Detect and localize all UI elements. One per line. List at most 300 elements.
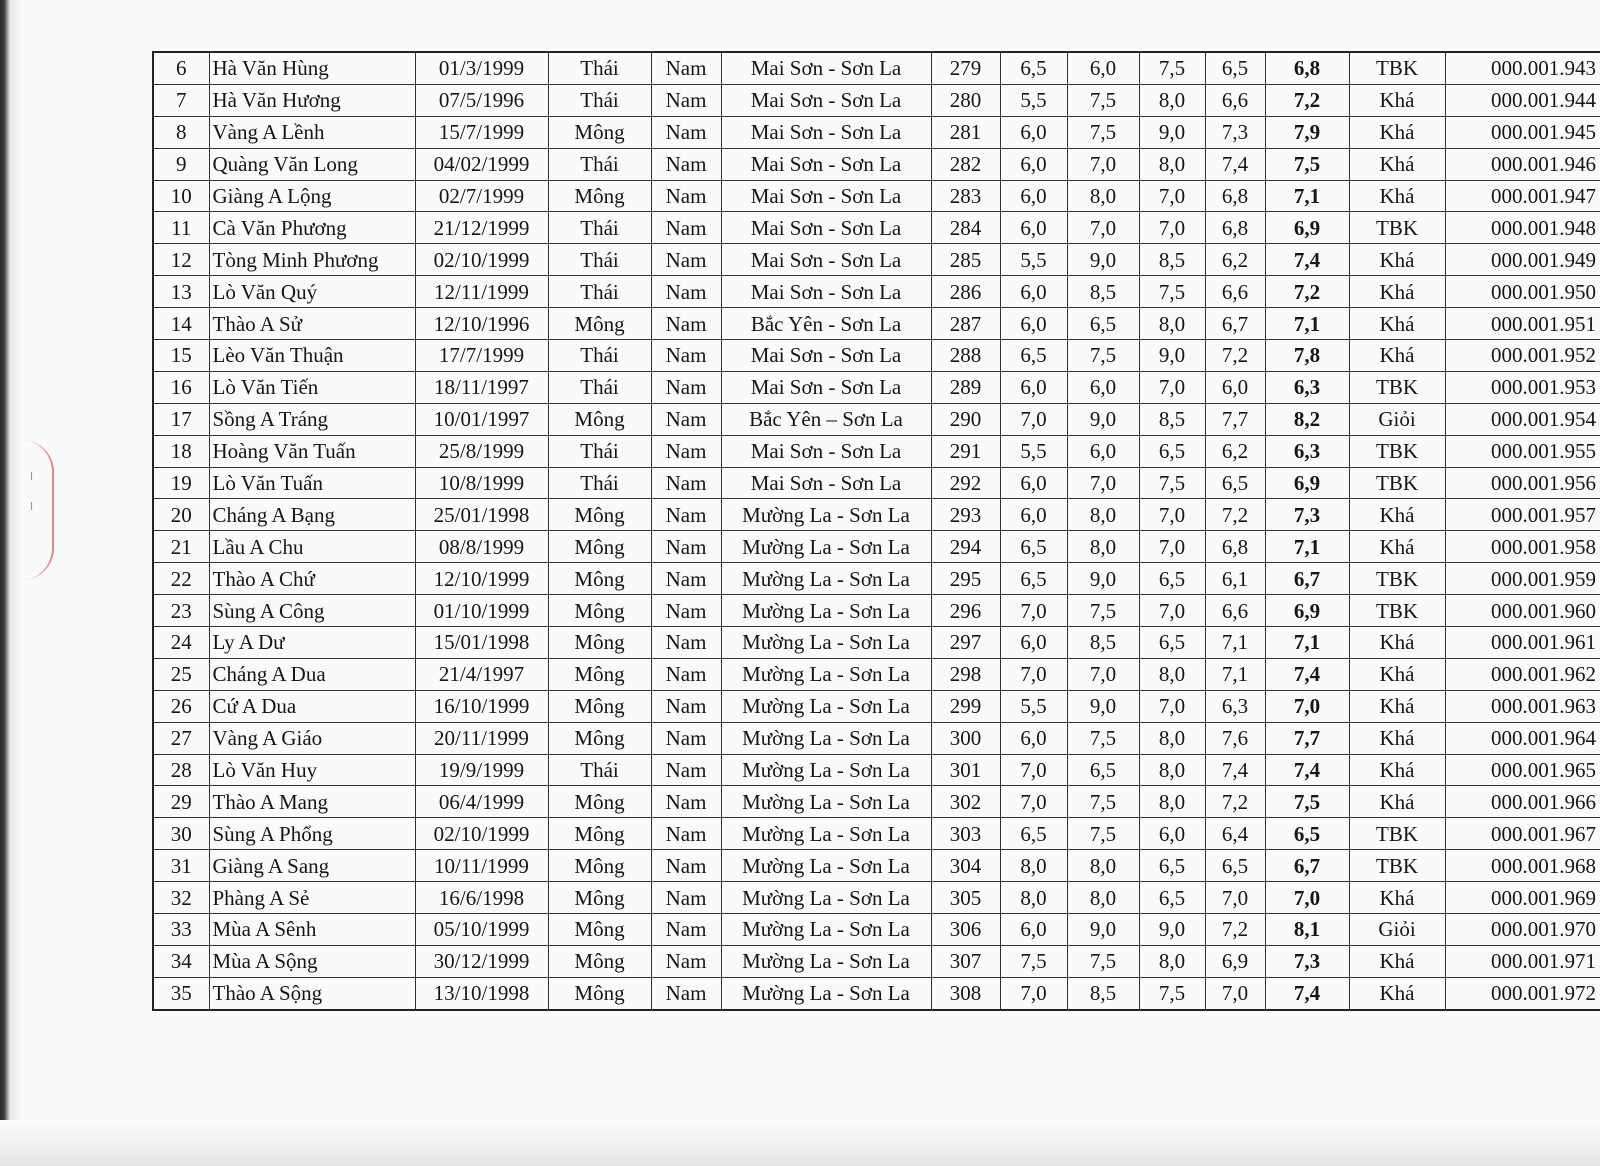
score-1-cell: 7,0 [1000,754,1067,786]
score-2-cell: 6,0 [1067,371,1139,403]
score-4-cell: 6,1 [1205,563,1265,595]
classification-cell: Giỏi [1349,403,1445,435]
score-1-cell: 6,0 [1000,180,1067,212]
table-row [153,180,1600,212]
row-number-cell: 8 [153,116,209,148]
hometown-cell: Mai Sơn - Sơn La [721,244,931,276]
certificate-number-cell: 000.001.951 [1445,308,1600,340]
row-number-cell: 24 [153,627,209,659]
classification-cell: Giỏi [1349,914,1445,946]
ethnicity-cell: Thái [548,244,651,276]
gender-cell: Nam [651,52,721,84]
date-of-birth-cell: 25/01/1998 [415,499,548,531]
row-number-cell: 17 [153,403,209,435]
candidate-number-cell: 297 [931,627,1000,659]
score-4-cell: 6,9 [1205,945,1265,977]
score-4-cell: 6,2 [1205,435,1265,467]
table-row [153,977,1600,1009]
gender-cell: Nam [651,595,721,627]
row-number-cell: 10 [153,180,209,212]
score-1-cell: 6,5 [1000,531,1067,563]
gender-cell: Nam [651,403,721,435]
hometown-cell: Mường La - Sơn La [721,818,931,850]
score-1-cell: 7,0 [1000,786,1067,818]
student-name-cell: Mùa A Sộng [209,945,415,977]
hometown-cell: Mường La - Sơn La [721,595,931,627]
score-1-cell: 6,5 [1000,340,1067,372]
candidate-number-cell: 301 [931,754,1000,786]
gender-cell: Nam [651,499,721,531]
row-number-cell: 27 [153,722,209,754]
average-score-cell: 6,3 [1265,435,1349,467]
score-2-cell: 6,0 [1067,52,1139,84]
score-4-cell: 6,5 [1205,850,1265,882]
classification-cell: TBK [1349,850,1445,882]
score-3-cell: 8,0 [1139,308,1205,340]
gender-cell: Nam [651,818,721,850]
gender-cell: Nam [651,882,721,914]
classification-cell: TBK [1349,595,1445,627]
candidate-number-cell: 281 [931,116,1000,148]
date-of-birth-cell: 01/10/1999 [415,595,548,627]
gender-cell: Nam [651,148,721,180]
candidate-number-cell: 284 [931,212,1000,244]
score-2-cell: 9,0 [1067,914,1139,946]
score-2-cell: 9,0 [1067,690,1139,722]
candidate-number-cell: 296 [931,595,1000,627]
average-score-cell: 7,1 [1265,308,1349,340]
gender-cell: Nam [651,658,721,690]
score-4-cell: 7,4 [1205,754,1265,786]
row-number-cell: 20 [153,499,209,531]
score-2-cell: 9,0 [1067,403,1139,435]
score-3-cell: 7,0 [1139,531,1205,563]
student-name-cell: Sùng A Công [209,595,415,627]
student-name-cell: Sồng A Tráng [209,403,415,435]
table-row [153,276,1600,308]
table-row [153,945,1600,977]
candidate-number-cell: 279 [931,52,1000,84]
student-name-cell: Hoàng Văn Tuấn [209,435,415,467]
candidate-number-cell: 294 [931,531,1000,563]
classification-cell: Khá [1349,627,1445,659]
student-name-cell: Thào A Chứ [209,563,415,595]
score-2-cell: 8,5 [1067,627,1139,659]
hometown-cell: Mường La - Sơn La [721,658,931,690]
table-row [153,52,1600,84]
average-score-cell: 7,5 [1265,148,1349,180]
table-row [153,116,1600,148]
score-3-cell: 9,0 [1139,914,1205,946]
average-score-cell: 7,1 [1265,180,1349,212]
student-name-cell: Giàng A Lộng [209,180,415,212]
hometown-cell: Mai Sơn - Sơn La [721,467,931,499]
hometown-cell: Mai Sơn - Sơn La [721,148,931,180]
candidate-number-cell: 293 [931,499,1000,531]
gender-cell: Nam [651,435,721,467]
gender-cell: Nam [651,180,721,212]
score-4-cell: 7,0 [1205,977,1265,1009]
average-score-cell: 6,7 [1265,563,1349,595]
row-number-cell: 22 [153,563,209,595]
certificate-number-cell: 000.001.959 [1445,563,1600,595]
date-of-birth-cell: 21/12/1999 [415,212,548,244]
student-name-cell: Cứ A Dua [209,690,415,722]
gender-cell: Nam [651,627,721,659]
hometown-cell: Mai Sơn - Sơn La [721,435,931,467]
student-name-cell: Sùng A Phổng [209,818,415,850]
score-1-cell: 6,0 [1000,116,1067,148]
average-score-cell: 7,4 [1265,754,1349,786]
certificate-number-cell: 000.001.952 [1445,340,1600,372]
certificate-number-cell: 000.001.966 [1445,786,1600,818]
classification-cell: Khá [1349,116,1445,148]
row-number-cell: 15 [153,340,209,372]
candidate-number-cell: 286 [931,276,1000,308]
date-of-birth-cell: 21/4/1997 [415,658,548,690]
score-1-cell: 7,5 [1000,945,1067,977]
student-name-cell: Hà Văn Hương [209,84,415,116]
classification-cell: TBK [1349,467,1445,499]
average-score-cell: 7,4 [1265,244,1349,276]
score-2-cell: 7,0 [1067,212,1139,244]
date-of-birth-cell: 12/11/1999 [415,276,548,308]
date-of-birth-cell: 02/10/1999 [415,244,548,276]
date-of-birth-cell: 20/11/1999 [415,722,548,754]
table-row [153,754,1600,786]
ethnicity-cell: Thái [548,52,651,84]
candidate-number-cell: 306 [931,914,1000,946]
date-of-birth-cell: 12/10/1996 [415,308,548,340]
gender-cell: Nam [651,84,721,116]
score-4-cell: 7,7 [1205,403,1265,435]
hometown-cell: Mường La - Sơn La [721,563,931,595]
table-row [153,563,1600,595]
ethnicity-cell: Mông [548,977,651,1009]
date-of-birth-cell: 08/8/1999 [415,531,548,563]
ethnicity-cell: Mông [548,882,651,914]
classification-cell: Khá [1349,276,1445,308]
candidate-number-cell: 288 [931,340,1000,372]
score-1-cell: 6,0 [1000,722,1067,754]
score-2-cell: 7,0 [1067,658,1139,690]
score-3-cell: 6,0 [1139,818,1205,850]
candidate-number-cell: 300 [931,722,1000,754]
ethnicity-cell: Thái [548,212,651,244]
hometown-cell: Mai Sơn - Sơn La [721,340,931,372]
gender-cell: Nam [651,754,721,786]
row-number-cell: 12 [153,244,209,276]
student-name-cell: Vàng A Lềnh [209,116,415,148]
score-2-cell: 8,5 [1067,977,1139,1009]
classification-cell: Khá [1349,658,1445,690]
gender-cell: Nam [651,308,721,340]
date-of-birth-cell: 02/10/1999 [415,818,548,850]
student-name-cell: Phàng A Sẻ [209,882,415,914]
certificate-number-cell: 000.001.945 [1445,116,1600,148]
candidate-number-cell: 289 [931,371,1000,403]
certificate-number-cell: 000.001.960 [1445,595,1600,627]
table-row [153,499,1600,531]
score-4-cell: 6,7 [1205,308,1265,340]
average-score-cell: 7,4 [1265,658,1349,690]
student-name-cell: Giàng A Sang [209,850,415,882]
score-4-cell: 6,4 [1205,818,1265,850]
score-3-cell: 8,0 [1139,754,1205,786]
table-row [153,722,1600,754]
ethnicity-cell: Thái [548,340,651,372]
row-number-cell: 34 [153,945,209,977]
classification-cell: Khá [1349,148,1445,180]
hometown-cell: Bắc Yên - Sơn La [721,308,931,340]
hometown-cell: Mai Sơn - Sơn La [721,371,931,403]
candidate-number-cell: 299 [931,690,1000,722]
ethnicity-cell: Mông [548,563,651,595]
gender-cell: Nam [651,371,721,403]
ethnicity-cell: Mông [548,595,651,627]
date-of-birth-cell: 07/5/1996 [415,84,548,116]
score-3-cell: 7,0 [1139,212,1205,244]
score-2-cell: 8,0 [1067,180,1139,212]
table-row [153,148,1600,180]
ethnicity-cell: Mông [548,658,651,690]
date-of-birth-cell: 10/8/1999 [415,467,548,499]
student-name-cell: Ly A Dư [209,627,415,659]
row-number-cell: 32 [153,882,209,914]
table-row [153,850,1600,882]
gender-cell: Nam [651,690,721,722]
score-2-cell: 8,5 [1067,276,1139,308]
score-2-cell: 7,5 [1067,818,1139,850]
score-1-cell: 5,5 [1000,84,1067,116]
table-row [153,467,1600,499]
score-2-cell: 7,0 [1067,148,1139,180]
certificate-number-cell: 000.001.944 [1445,84,1600,116]
average-score-cell: 6,9 [1265,595,1349,627]
score-1-cell: 6,0 [1000,914,1067,946]
certificate-number-cell: 000.001.962 [1445,658,1600,690]
score-1-cell: 8,0 [1000,850,1067,882]
student-name-cell: Cháng A Bạng [209,499,415,531]
table-row [153,244,1600,276]
score-2-cell: 8,0 [1067,499,1139,531]
score-2-cell: 7,5 [1067,786,1139,818]
row-number-cell: 18 [153,435,209,467]
date-of-birth-cell: 04/02/1999 [415,148,548,180]
score-2-cell: 7,0 [1067,467,1139,499]
average-score-cell: 7,9 [1265,116,1349,148]
table-row [153,435,1600,467]
score-3-cell: 9,0 [1139,116,1205,148]
hometown-cell: Mai Sơn - Sơn La [721,116,931,148]
hometown-cell: Bắc Yên – Sơn La [721,403,931,435]
classification-cell: Khá [1349,531,1445,563]
score-1-cell: 6,0 [1000,148,1067,180]
table-row [153,914,1600,946]
candidate-number-cell: 304 [931,850,1000,882]
student-name-cell: Lèo Văn Thuận [209,340,415,372]
average-score-cell: 7,2 [1265,84,1349,116]
score-1-cell: 7,0 [1000,977,1067,1009]
score-1-cell: 6,0 [1000,467,1067,499]
student-name-cell: Lò Văn Tuấn [209,467,415,499]
average-score-cell: 8,2 [1265,403,1349,435]
average-score-cell: 7,7 [1265,722,1349,754]
certificate-number-cell: 000.001.956 [1445,467,1600,499]
candidate-number-cell: 292 [931,467,1000,499]
score-3-cell: 6,5 [1139,882,1205,914]
classification-cell: Khá [1349,690,1445,722]
date-of-birth-cell: 16/6/1998 [415,882,548,914]
row-number-cell: 19 [153,467,209,499]
ethnicity-cell: Thái [548,371,651,403]
ethnicity-cell: Mông [548,818,651,850]
certificate-number-cell: 000.001.965 [1445,754,1600,786]
average-score-cell: 7,5 [1265,786,1349,818]
score-3-cell: 7,5 [1139,467,1205,499]
score-1-cell: 6,0 [1000,212,1067,244]
average-score-cell: 7,8 [1265,340,1349,372]
date-of-birth-cell: 15/7/1999 [415,116,548,148]
ethnicity-cell: Thái [548,435,651,467]
grades-table [152,51,1600,1011]
classification-cell: TBK [1349,563,1445,595]
student-name-cell: Quàng Văn Long [209,148,415,180]
candidate-number-cell: 287 [931,308,1000,340]
score-3-cell: 7,0 [1139,595,1205,627]
candidate-number-cell: 282 [931,148,1000,180]
grades-table-body [153,52,1600,1010]
hometown-cell: Mường La - Sơn La [721,499,931,531]
ethnicity-cell: Thái [548,754,651,786]
date-of-birth-cell: 10/01/1997 [415,403,548,435]
row-number-cell: 13 [153,276,209,308]
score-4-cell: 7,3 [1205,116,1265,148]
score-1-cell: 6,0 [1000,308,1067,340]
classification-cell: TBK [1349,212,1445,244]
score-4-cell: 6,8 [1205,212,1265,244]
score-2-cell: 7,5 [1067,595,1139,627]
ethnicity-cell: Thái [548,84,651,116]
score-4-cell: 7,1 [1205,627,1265,659]
score-3-cell: 8,0 [1139,945,1205,977]
score-2-cell: 6,5 [1067,754,1139,786]
date-of-birth-cell: 15/01/1998 [415,627,548,659]
average-score-cell: 7,0 [1265,690,1349,722]
ethnicity-cell: Thái [548,148,651,180]
certificate-number-cell: 000.001.972 [1445,977,1600,1009]
table-row [153,212,1600,244]
score-3-cell: 8,0 [1139,658,1205,690]
score-3-cell: 6,5 [1139,563,1205,595]
score-3-cell: 7,0 [1139,499,1205,531]
hometown-cell: Mai Sơn - Sơn La [721,84,931,116]
score-3-cell: 9,0 [1139,340,1205,372]
table-row [153,818,1600,850]
score-4-cell: 6,3 [1205,690,1265,722]
gender-cell: Nam [651,212,721,244]
candidate-number-cell: 280 [931,84,1000,116]
certificate-number-cell: 000.001.957 [1445,499,1600,531]
classification-cell: Khá [1349,244,1445,276]
date-of-birth-cell: 19/9/1999 [415,754,548,786]
candidate-number-cell: 308 [931,977,1000,1009]
hometown-cell: Mường La - Sơn La [721,945,931,977]
row-number-cell: 26 [153,690,209,722]
hometown-cell: Mai Sơn - Sơn La [721,180,931,212]
classification-cell: TBK [1349,435,1445,467]
certificate-number-cell: 000.001.963 [1445,690,1600,722]
student-name-cell: Tòng Minh Phương [209,244,415,276]
row-number-cell: 33 [153,914,209,946]
score-3-cell: 7,0 [1139,690,1205,722]
score-1-cell: 5,5 [1000,244,1067,276]
student-name-cell: Lò Văn Huy [209,754,415,786]
ethnicity-cell: Thái [548,467,651,499]
scan-bottom-edge [0,1120,1600,1166]
certificate-number-cell: 000.001.967 [1445,818,1600,850]
candidate-number-cell: 283 [931,180,1000,212]
average-score-cell: 8,1 [1265,914,1349,946]
ethnicity-cell: Mông [548,180,651,212]
score-1-cell: 6,0 [1000,499,1067,531]
hometown-cell: Mường La - Sơn La [721,531,931,563]
score-4-cell: 6,8 [1205,531,1265,563]
score-4-cell: 6,0 [1205,371,1265,403]
ethnicity-cell: Mông [548,786,651,818]
ethnicity-cell: Mông [548,722,651,754]
row-number-cell: 23 [153,595,209,627]
score-4-cell: 7,4 [1205,148,1265,180]
certificate-number-cell: 000.001.948 [1445,212,1600,244]
score-3-cell: 6,5 [1139,435,1205,467]
student-name-cell: Lò Văn Tiến [209,371,415,403]
gender-cell: Nam [651,722,721,754]
score-3-cell: 8,0 [1139,148,1205,180]
score-4-cell: 6,6 [1205,84,1265,116]
classification-cell: Khá [1349,945,1445,977]
student-name-cell: Lò Văn Quý [209,276,415,308]
table-row [153,308,1600,340]
ethnicity-cell: Mông [548,914,651,946]
score-2-cell: 9,0 [1067,563,1139,595]
ethnicity-cell: Mông [548,308,651,340]
student-name-cell: Cà Văn Phương [209,212,415,244]
classification-cell: TBK [1349,371,1445,403]
score-1-cell: 5,5 [1000,690,1067,722]
average-score-cell: 6,9 [1265,467,1349,499]
score-1-cell: 6,5 [1000,52,1067,84]
student-name-cell: Thào A Sử [209,308,415,340]
candidate-number-cell: 285 [931,244,1000,276]
classification-cell: Khá [1349,499,1445,531]
gender-cell: Nam [651,244,721,276]
table-row [153,786,1600,818]
score-4-cell: 7,1 [1205,658,1265,690]
classification-cell: Khá [1349,180,1445,212]
ethnicity-cell: Mông [548,690,651,722]
ethnicity-cell: Thái [548,276,651,308]
row-number-cell: 29 [153,786,209,818]
date-of-birth-cell: 01/3/1999 [415,52,548,84]
ethnicity-cell: Mông [548,531,651,563]
score-3-cell: 8,5 [1139,244,1205,276]
score-3-cell: 6,5 [1139,627,1205,659]
certificate-number-cell: 000.001.943 [1445,52,1600,84]
score-3-cell: 6,5 [1139,850,1205,882]
table-row [153,690,1600,722]
row-number-cell: 30 [153,818,209,850]
